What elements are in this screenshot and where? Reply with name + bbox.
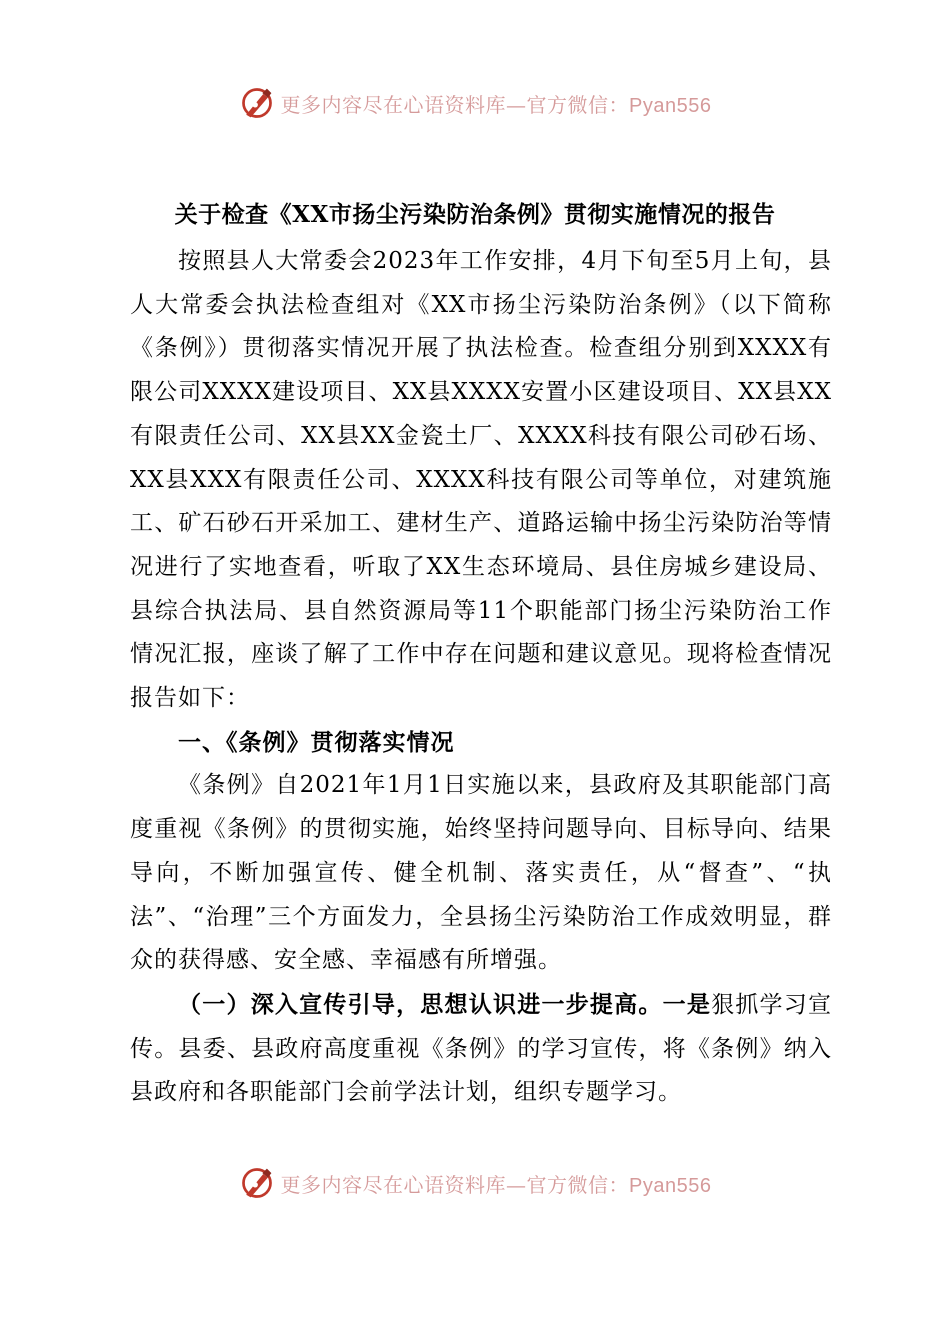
intro-paragraph: 按照县人大常委会2023年工作安排，4月下旬至5月上旬，县人大常委会执法检查组对《XX市扬尘污染防治条例》（以下简称《条例》）贯彻落实情况开展了执法检查。检查组分别到XXXX有限公司XXXX建设项目、XX县XXXX安置小区建设项目、XX县XX有限责任公司、XX县XX金瓷土厂、XXXX科技有限公司砂石场、XX县XXX有限责任公司、XXXX科技有限公司等单位，对建筑施工、矿石砂石开采加工、建材生产、道路运输中扬尘污染防治等情况进行了实地查看，听取了XX生态环境局、县住房城乡建设局、县综合执法局、县自然资源局等11个职能部门扬尘污染防治工作情况汇报，座谈了解了工作中存在问题和建议意见。现将检查情况报告如下： [130,248,832,712]
banner-text: 更多内容尽在心语资料库—官方微信： [280,1172,630,1197]
pen-logo-icon [239,85,275,121]
document-title: 关于检查《XX市扬尘污染防治条例》贯彻实施情况的报告 [174,201,776,228]
section-heading: 一、《条例》贯彻落实情况 [178,728,455,756]
subsection-heading: （一）深入宣传引导，思想认识进一步提高。 [178,990,663,1018]
subsection-paragraph [130,983,832,1115]
banner-text: 更多内容尽在心语资料库—官方微信： [280,92,630,117]
pen-logo-icon [239,1165,275,1201]
subsection-lead: 一是 [662,990,712,1018]
document-body [130,240,832,1115]
header-banner [0,80,950,126]
wechat-id: Pyan556 [629,1174,712,1197]
subsection-text: 狠抓学习宣传。县委、县政府高度重视《条例》的学习宣传，将《条例》纳入县政府和各职能部门会前学法计划，组织专题学习。 [130,991,833,1106]
section-paragraph: 《条例》自2021年1月1日实施以来，县政府及其职能部门高度重视《条例》的贯彻实施，始终坚持问题导向、目标导向、结果导向，不断加强宣传、健全机制、落实责任，从“督查”、“执法”、“治理”三个方面发力，全县扬尘污染防治工作成效明显，群众的获得感、安全感、幸福感有所增强。 [130,772,832,974]
footer-banner [0,1160,950,1206]
wechat-id: Pyan556 [629,94,712,117]
